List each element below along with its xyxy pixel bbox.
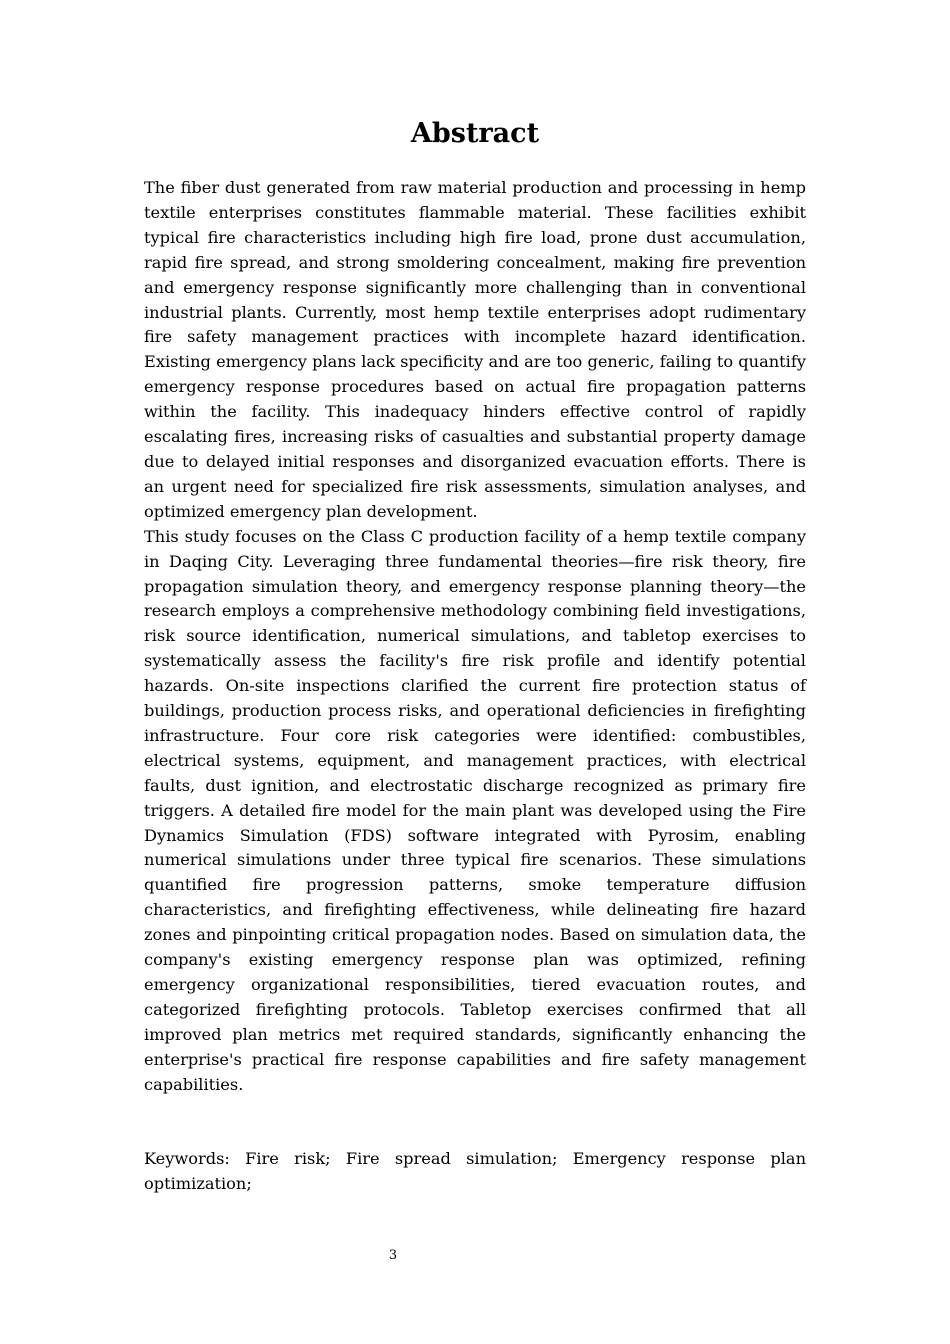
page-title: Abstract xyxy=(410,118,540,149)
abstract-body xyxy=(144,176,806,1098)
abstract-paragraph-1: The fiber dust generated from raw material production and processing in hemp textile enterprises constitutes flammable material. These facilities exhibit typical fire characteristics including high fire load, prone dust accumulation, rapid fire spread, and strong smoldering concealment, making fire prevention and emergency response significantly more challenging than in conventional industrial plants. Currently, most hemp textile enterprises adopt rudimentary fire safety management practices with incomplete hazard identification. Existing emergency plans lack specificity and are too generic, failing to quantify emergency response procedures based on actual fire propagation patterns within the facility. This inadequacy hinders effective control of rapidly escalating fires, increasing risks of casualties and substantial property damage due to delayed initial responses and disorganized evacuation efforts. There is an urgent need for specialized fire risk assessments, simulation analyses, and optimized emergency plan development. xyxy=(144,178,806,521)
abstract-paragraph-2: This study focuses on the Class C production facility of a hemp textile company in Daqing City. Leveraging three fundamental theories—fire risk theory, fire propagation simulation theory, and emergency response planning theory—the research employs a comprehensive methodology combining field investigations, risk source identification, numerical simulations, and tabletop exercises to systematically assess the facility's fire risk profile and identify potential hazards. On-site inspections clarified the current fire protection status of buildings, production process risks, and operational deficiencies in firefighting infrastructure. Four core risk categories were identified: combustibles, electrical systems, equipment, and management practices, with electrical faults, dust ignition, and electrostatic discharge recognized as primary fire triggers. A detailed fire model for the main plant was developed using the Fire Dynamics Simulation (FDS) software integrated with Pyrosim, enabling numerical simulations under three typical fire scenarios. These simulations quantified fire progression patterns, smoke temperature diffusion characteristics, and firefighting effectiveness, while delineating fire hazard zones and pinpointing critical propagation nodes. Based on simulation data, the company's existing emergency response plan was optimized, refining emergency organizational responsibilities, tiered evacuation routes, and categorized firefighting protocols. Tabletop exercises confirmed that all improved plan metrics met required standards, significantly enhancing the enterprise's practical fire response capabilities and fire safety management capabilities. xyxy=(144,526,806,1094)
page-number: 3 xyxy=(388,1248,398,1263)
keywords-line: Keywords: Fire risk; Fire spread simulation; Emergency response plan optimization; xyxy=(144,1149,806,1193)
